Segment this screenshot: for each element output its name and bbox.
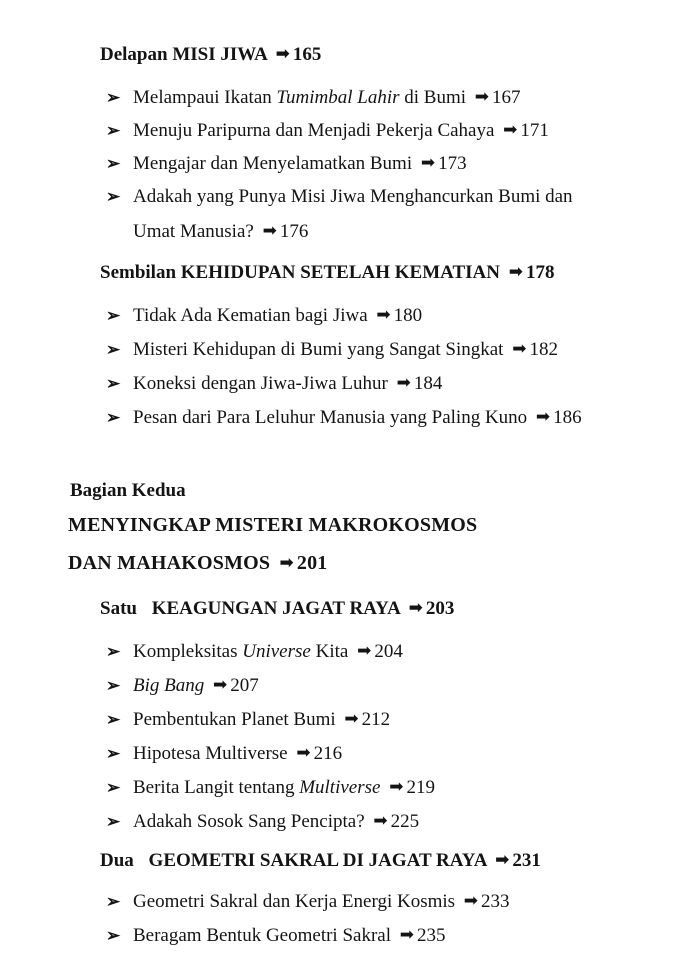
arrow-right-icon: ➡ [344, 709, 359, 729]
entry-text: Pesan dari Para Leluhur Manusia yang Paling Kuno [133, 407, 528, 428]
chapter-number: Delapan [100, 44, 168, 65]
chapter-title: MISI JIWA [172, 44, 267, 65]
entry-text-line2: Umat Manusia? [133, 221, 254, 242]
arrow-right-icon: ➡ [279, 553, 294, 573]
page-number: 182 [529, 339, 558, 360]
entry-text: Tidak Ada Kematian bagi Jiwa [133, 305, 368, 326]
page-number: 184 [413, 373, 443, 394]
chevron-bullet-icon: ➢ [106, 306, 121, 325]
arrow-right-icon: ➡ [420, 153, 436, 173]
arrow-right-icon: ➡ [474, 87, 490, 107]
arrow-right-icon: ➡ [396, 373, 411, 393]
entry-text: Hipotesa Multiverse [133, 743, 288, 764]
page-number: 201 [296, 552, 328, 574]
entry-text: Koneksi dengan Jiwa-Jiwa Luhur [133, 373, 388, 394]
chevron-bullet-icon: ➢ [106, 812, 121, 831]
arrow-right-icon: ➡ [275, 44, 290, 64]
arrow-right-icon: ➡ [373, 811, 388, 831]
chevron-bullet-icon: ➢ [106, 744, 121, 763]
arrow-right-icon: ➡ [357, 641, 372, 661]
part-label: Bagian Kedua [70, 480, 186, 501]
entry-text: Beragam Bentuk Geometri Sakral [133, 925, 392, 946]
entry-text-line1: Adakah yang Punya Misi Jiwa Menghancurkan Bumi dan [133, 186, 573, 207]
chevron-bullet-icon: ➢ [106, 778, 121, 797]
chevron-bullet-icon: ➢ [106, 892, 121, 911]
page-number: 212 [361, 709, 391, 730]
chapter-title: KEHIDUPAN SETELAH KEMATIAN [180, 262, 500, 283]
entry-text-italic: Universe [242, 641, 311, 662]
entry-text: Berita Langit tentang [133, 777, 300, 798]
chevron-bullet-icon: ➢ [106, 374, 121, 393]
page-number: 231 [512, 850, 541, 871]
page-number: 171 [520, 120, 549, 141]
entry-text: Melampaui Ikatan [133, 87, 277, 108]
arrow-right-icon: ➡ [376, 305, 391, 325]
page-number: 167 [492, 87, 521, 108]
arrow-right-icon: ➡ [495, 850, 510, 870]
page-number: 173 [438, 153, 467, 174]
arrow-right-icon: ➡ [262, 221, 277, 241]
page-number: 216 [313, 743, 343, 764]
entry-text: Pembentukan Planet Bumi [133, 709, 336, 730]
chevron-bullet-icon: ➢ [106, 154, 121, 173]
arrow-right-icon: ➡ [508, 262, 523, 282]
chevron-bullet-icon: ➢ [106, 340, 121, 359]
chapter-title: KEAGUNGAN JAGAT RAYA [151, 598, 400, 619]
entry-text-italic: Tumimbal Lahir [276, 87, 400, 108]
arrow-right-icon: ➡ [535, 407, 551, 427]
chevron-bullet-icon: ➢ [106, 187, 121, 206]
chevron-bullet-icon: ➢ [106, 642, 121, 661]
chapter-heading-sembilan [100, 262, 554, 284]
entry-text: Kita [310, 641, 349, 662]
chevron-bullet-icon: ➢ [106, 710, 121, 729]
entry-text: di Bumi [399, 87, 467, 108]
arrow-right-icon: ➡ [213, 675, 228, 695]
entry-text: Kompleksitas [133, 641, 243, 662]
entry-text: Geometri Sakral dan Kerja Energi Kosmis [133, 891, 456, 912]
chapter-number: Dua [100, 850, 134, 871]
page-number: 207 [230, 675, 259, 696]
part-title-line1: MENYINGKAP MISTERI MAKROKOSMOS [68, 514, 478, 536]
arrow-right-icon: ➡ [463, 891, 479, 911]
page-number: 178 [525, 262, 555, 283]
arrow-right-icon: ➡ [503, 120, 518, 140]
page-number: 219 [406, 777, 435, 798]
arrow-right-icon: ➡ [399, 925, 415, 945]
arrow-right-icon: ➡ [408, 598, 423, 618]
page-number: 235 [417, 925, 446, 946]
page-number: 165 [292, 44, 322, 65]
chapter-heading-dua [100, 850, 541, 872]
entry-text-italic: Multiverse [299, 777, 381, 798]
page-number: 225 [390, 811, 420, 832]
page-number: 204 [374, 641, 403, 662]
page-number: 203 [425, 598, 455, 619]
page-number: 180 [393, 305, 423, 326]
chevron-bullet-icon: ➢ [106, 926, 121, 945]
page-number: 233 [481, 891, 510, 912]
chapter-number: Sembilan [100, 262, 177, 283]
arrow-right-icon: ➡ [389, 777, 404, 797]
arrow-right-icon: ➡ [296, 743, 311, 763]
chevron-bullet-icon: ➢ [106, 676, 121, 695]
chapter-title: GEOMETRI SAKRAL DI JAGAT RAYA [148, 850, 487, 871]
part-title-text: DAN MAHAKOSMOS [68, 552, 271, 574]
page-number: 186 [553, 407, 582, 428]
chapter-heading-delapan [100, 44, 321, 66]
chevron-bullet-icon: ➢ [106, 88, 121, 107]
part-title-line2 [68, 552, 328, 575]
chevron-bullet-icon: ➢ [106, 121, 121, 140]
chapter-number: Satu [100, 598, 137, 619]
arrow-right-icon: ➡ [512, 339, 527, 359]
entry-text-italic: Big Bang [133, 675, 205, 696]
entry-text: Adakah Sosok Sang Pencipta? [133, 811, 365, 832]
entry-text: Misteri Kehidupan di Bumi yang Sangat Singkat [133, 339, 504, 360]
chevron-bullet-icon: ➢ [106, 408, 121, 427]
page-number: 176 [279, 221, 309, 242]
entry-text: Menuju Paripurna dan Menjadi Pekerja Cahaya [133, 120, 495, 141]
chapter-heading-satu [100, 598, 454, 620]
entry-text: Mengajar dan Menyelamatkan Bumi [133, 153, 413, 174]
